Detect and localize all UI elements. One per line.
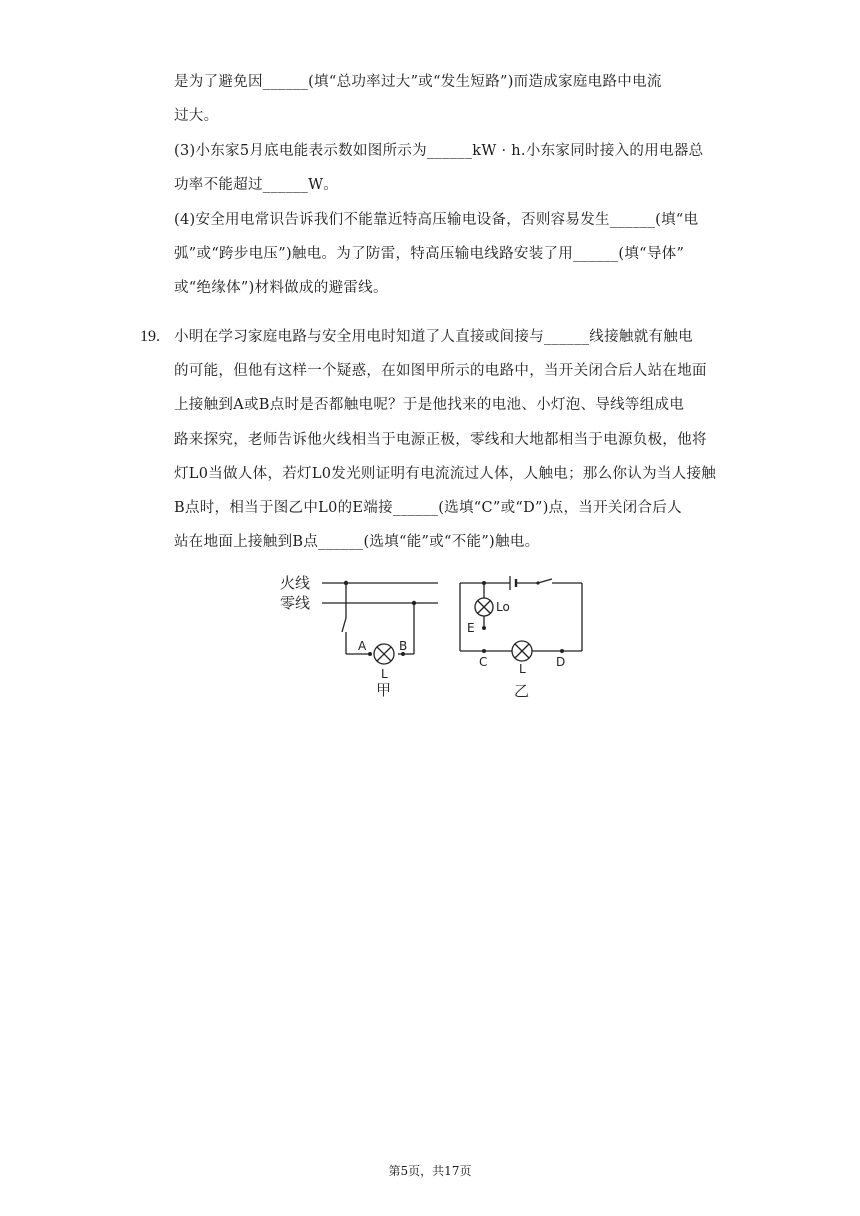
point-e-label: E xyxy=(467,621,475,635)
lamp-l0-label: Lo xyxy=(496,600,510,614)
point-d-label: D xyxy=(556,655,566,669)
q19-line-5: 灯L0当做人体，若灯L0发光则证明有电流流过人体，人触电；那么你认为当人接触 xyxy=(174,466,717,482)
q19-line-3: 上接触到A或B点时是否都触电呢？于是他找来的电池、小灯泡、导线等组成电 xyxy=(174,397,685,413)
zero-line-label: 零线 xyxy=(280,594,311,612)
figure-yi-caption: 乙 xyxy=(514,682,530,700)
q18-line-4: 功率不能超过______W。 xyxy=(174,177,339,193)
q19-line-6: B点时，相当于图乙中L0的E端接______(选填“C”或“D”)点，当开关闭合后人 xyxy=(174,500,682,516)
point-a-label: A xyxy=(358,639,367,653)
question-number: 19. xyxy=(140,328,160,345)
circuit-yi xyxy=(460,583,582,661)
point-c-label: C xyxy=(479,655,488,669)
q19-line-1: 小明在学习家庭电路与安全用电时知道了人直接或间接与______线接触就有触电 xyxy=(174,329,693,345)
q18-line-1: 是为了避免因______(填“总功率过大”或“发生短路”)而造成家庭电路中电流 xyxy=(174,74,662,90)
q18-line-5: (4)安全用电常识告诉我们不能靠近特高压输电设备，否则容易发生______(填“电 xyxy=(174,212,699,228)
q19-line-4: 路来探究，老师告诉他火线相当于电源正极，零线和大地都相当于电源负极，他将 xyxy=(174,432,707,448)
q18-line-6: 弧”或“跨步电压”)触电。为了防雷，特高压输电线路安装了用______(填“导体” xyxy=(174,246,685,262)
q18-line-7: 或“绝缘体”)材料做成的避雷线。 xyxy=(174,280,388,296)
lamp-l-label: L xyxy=(381,667,388,681)
q18-line-3: (3)小东家5月底电能表示数如图所示为______kW · h.小东家同时接入的用电器总 xyxy=(174,143,704,159)
point-b-label: B xyxy=(399,639,408,653)
page-footer: 第5页，共17页 xyxy=(388,1164,472,1178)
circuit-jia xyxy=(322,583,438,664)
circuit-figure xyxy=(278,572,598,702)
q18-line-2: 过大。 xyxy=(174,108,219,124)
q19-line-7: 站在地面上接触到B点______(选填“能”或“不能”)触电。 xyxy=(174,534,540,550)
figure-jia-caption: 甲 xyxy=(376,681,392,699)
lamp-l-label-yi: L xyxy=(519,662,526,676)
fire-line-label: 火线 xyxy=(280,574,311,592)
q19-line-2: 的可能，但他有这样一个疑惑，在如图甲所示的电路中，当开关闭合后人站在地面 xyxy=(174,363,707,379)
